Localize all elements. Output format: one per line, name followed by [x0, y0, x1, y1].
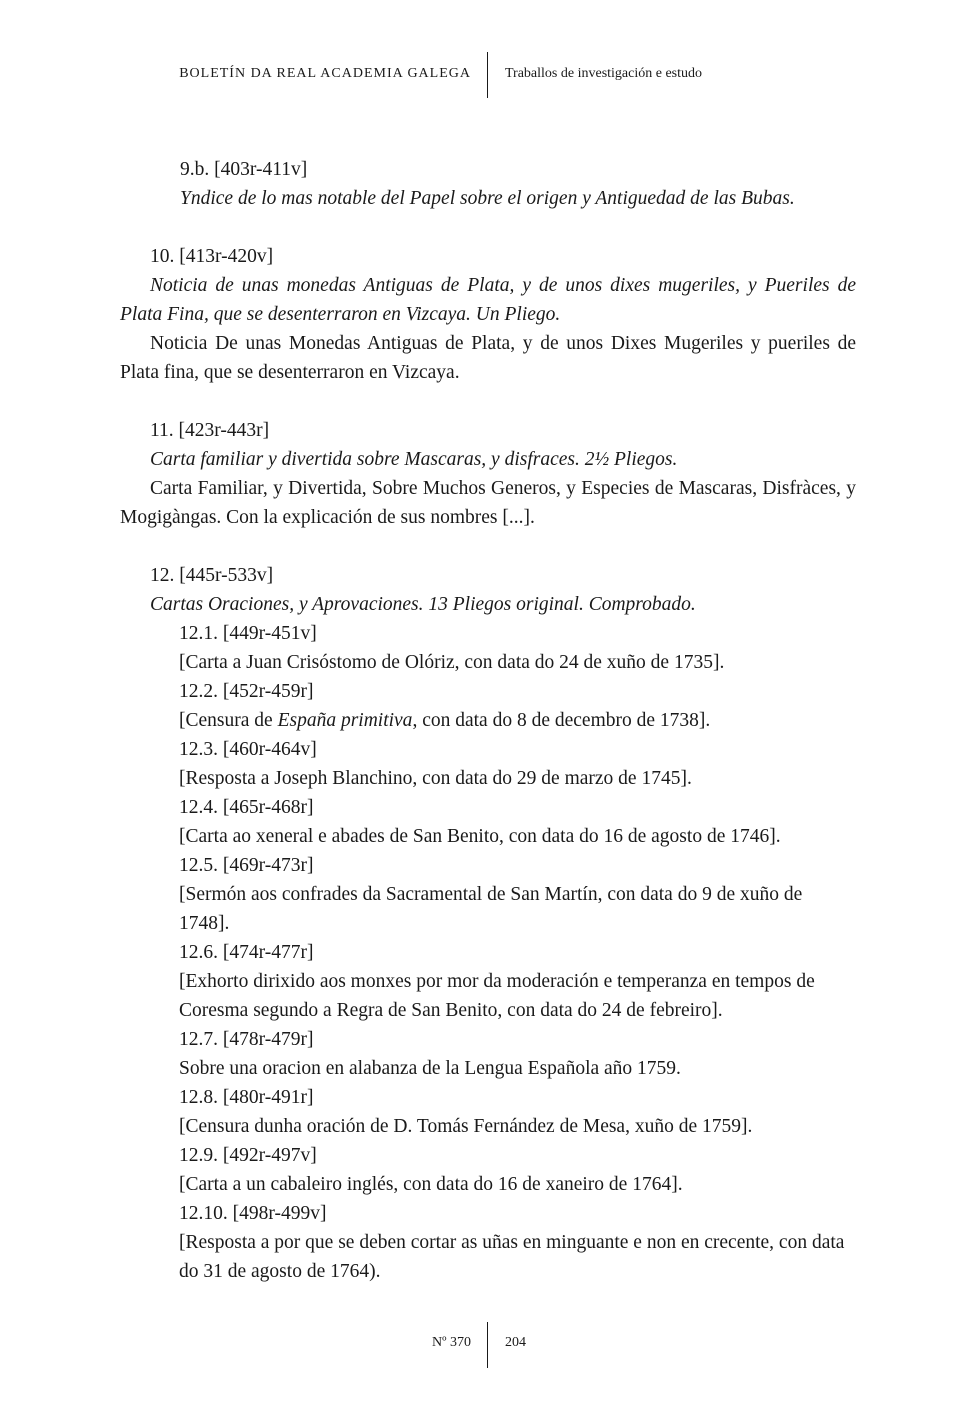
entry-11	[120, 416, 856, 532]
entry-12	[120, 561, 856, 1286]
book-title: España primitiva	[277, 710, 413, 731]
entry-9b	[120, 155, 856, 213]
entry-title: Carta familiar y divertida sobre Mascaras, y disfraces. 2½ Pliegos.	[150, 449, 678, 470]
page-body	[120, 155, 856, 1315]
subentry-text-end: , con data do 8 de decembro de 1738].	[412, 710, 711, 731]
subentry-reference: 12.1. [449r-451v]	[179, 623, 317, 644]
subentry-reference: 12.2. [452r-459r]	[179, 681, 314, 702]
subentry-reference: 12.7. [478r-479r]	[179, 1029, 314, 1050]
subentry-reference: 12.10. [498r-499v]	[179, 1203, 327, 1224]
subentry-description: [Carta a un cabaleiro inglés, con data do 16 de xaneiro de 1764].	[179, 1174, 683, 1195]
entry-title: Yndice de lo mas notable del Papel sobre el origen y Antiguedad de las Bubas.	[180, 188, 795, 209]
entry-reference: 10. [413r-420v]	[150, 246, 274, 267]
subentry-description: [Resposta a por que se deben cortar as uñas en minguante e non en crecente, con data do 31 de agosto de 1764).	[179, 1232, 845, 1282]
subentry-description: [Exhorto dirixido aos monxes por mor da moderación e temperanza en tempos de Coresma segundo a Regra de San Benito, con data do 24 de febreiro].	[179, 971, 815, 1021]
subentry-description: [Carta ao xeneral e abades de San Benito, con data do 16 de agosto de 1746].	[179, 826, 781, 847]
entry-transcription: Carta Familiar, y Divertida, Sobre Muchos Generos, y Especies de Mascaras, Disfràces, y Mogigàngas. Con la explicación de sus nombres [...].	[120, 478, 856, 528]
running-header	[0, 52, 975, 100]
subentry-description: Sobre una oracion en alabanza de la Lengua Española año 1759.	[179, 1058, 681, 1079]
subentry-reference: 12.8. [480r-491r]	[179, 1087, 314, 1108]
entry-reference: 12. [445r-533v]	[150, 565, 274, 586]
footer-divider	[487, 1322, 488, 1368]
running-footer	[0, 1322, 975, 1370]
subentry-reference: 12.5. [469r-473r]	[179, 855, 314, 876]
subentry-description: [Censura dunha oración de D. Tomás Fernández de Mesa, xuño de 1759].	[179, 1116, 753, 1137]
subentry-text-start: [Censura de	[179, 710, 278, 731]
entry-title: Noticia de unas monedas Antiguas de Plata, y de unos dixes mugeriles, y Pueriles de Plata Fina, que se desenterraron en Vizcaya. Un Pliego.	[120, 275, 856, 325]
subentry-description: [Carta a Juan Crisóstomo de Olóriz, con data do 24 de xuño de 1735].	[179, 652, 725, 673]
subentry-reference: 12.4. [465r-468r]	[179, 797, 314, 818]
subentry-list	[120, 619, 856, 1286]
entry-transcription: Noticia De unas Monedas Antiguas de Plata, y de unos Dixes Mugeriles y pueriles de Plata fina, que se desenterraron en Vizcaya.	[120, 333, 856, 383]
entry-reference: 11. [423r-443r]	[150, 420, 270, 441]
entry-reference: 9.b. [403r-411v]	[180, 159, 308, 180]
issue-number: Nº 370	[432, 1335, 471, 1350]
subentry-description	[179, 706, 856, 735]
subentry-reference: 12.6. [474r-477r]	[179, 942, 314, 963]
header-divider	[487, 52, 488, 98]
subentry-description: [Resposta a Joseph Blanchino, con data do 29 de marzo de 1745].	[179, 768, 692, 789]
subentry-reference: 12.9. [492r-497v]	[179, 1145, 317, 1166]
entry-10	[120, 242, 856, 387]
entry-title: Cartas Oraciones, y Aprovaciones. 13 Pliegos original. Comprobado.	[150, 594, 696, 615]
subentry-description: [Sermón aos confrades da Sacramental de San Martín, con data do 9 de xuño de 1748].	[179, 884, 803, 934]
section-title: Traballos de investigación e estudo	[505, 66, 703, 81]
journal-title: BOLETÍN DA REAL ACADEMIA GALEGA	[179, 66, 471, 81]
subentry-reference: 12.3. [460r-464v]	[179, 739, 317, 760]
page-number: 204	[505, 1335, 526, 1350]
